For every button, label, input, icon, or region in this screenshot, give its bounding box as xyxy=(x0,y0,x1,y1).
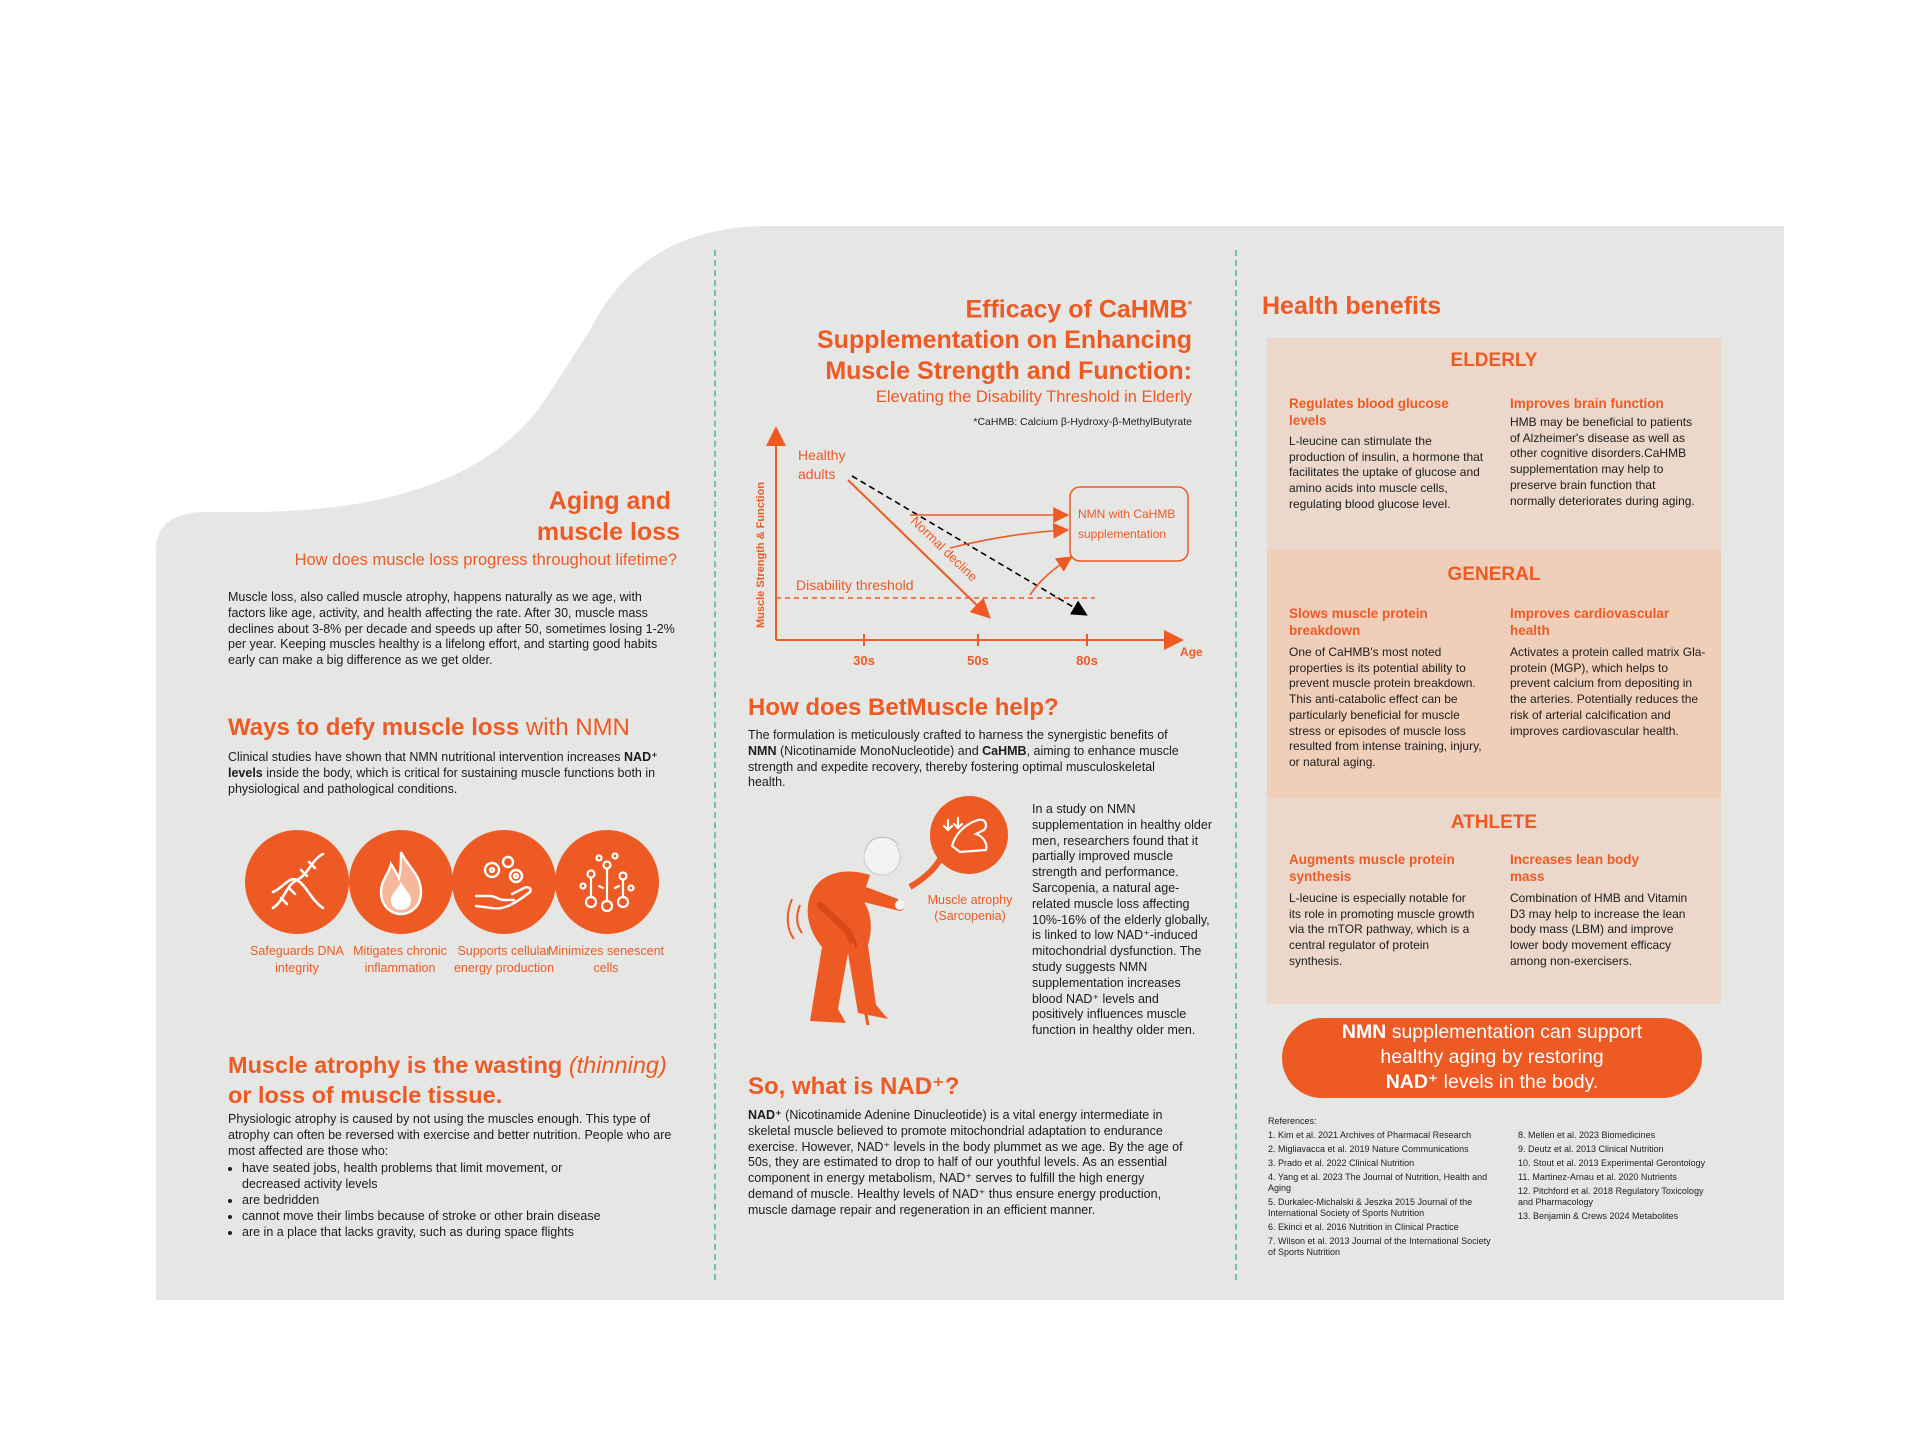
atrophy-diagram-label-line2: (Sarcopenia) xyxy=(934,909,1006,923)
banner-line1 xyxy=(1282,1020,1702,1045)
benefit-title: Slows muscle protein breakdown xyxy=(1289,606,1428,638)
chart-healthy-line2: adults xyxy=(798,466,836,482)
benefit-text: Activates a protein called matrix Gla-protein (MGP), which helps to prevent calcium from depositing in the arteries. Potentially reduces the risk of arterial calcification and improves cardiovascular health. xyxy=(1510,645,1706,738)
chart-supplement-arrow xyxy=(950,530,1066,548)
atrophy-diagram-label xyxy=(915,892,1025,924)
general-band xyxy=(1267,550,1721,798)
band-title-athlete: ATHLETE xyxy=(1450,812,1538,833)
ways-title-light: with NMN xyxy=(519,714,630,741)
betmuscle-title: How does BetMuscle help? xyxy=(748,694,1059,721)
betmuscle-nmn: NMN xyxy=(748,743,777,758)
reference-item: 13. Benjamin & Crews 2024 Metabolites xyxy=(1518,1211,1679,1221)
chart-normal-decline-label: Normal decline xyxy=(907,513,981,585)
ways-title-bold: Ways to defy muscle loss xyxy=(228,714,520,741)
atrophy-bullet: • cannot move their limbs because of stroke or other brain disease xyxy=(242,1209,688,1225)
nad-body xyxy=(748,1108,1188,1219)
banner-rest3: levels in the body. xyxy=(1438,1071,1599,1093)
energy-hand-icon xyxy=(452,830,556,934)
atrophy-title-line1 xyxy=(228,1050,667,1080)
chart-supplement-arrow xyxy=(1030,558,1070,595)
benefit-text: One of CaHMB's most noted properties is its potential ability to prevent muscle protein breakdown. This anti-catabolic effect can be particularly beneficial for muscle stress or episodes of muscle loss resulted from intense training, injury, or natural aging. xyxy=(1289,645,1482,769)
band-title-elderly: ELDERLY xyxy=(1450,350,1538,371)
efficacy-title-line3: Muscle Strength and Function: xyxy=(825,357,1192,386)
atrophy-title-italic: (thinning) xyxy=(568,1052,667,1078)
chart-normal-decline-line xyxy=(848,480,988,616)
betmuscle-nmn-full: (Nicotinamide MonoNucleotide) and xyxy=(776,743,983,758)
efficacy-title-sup: * xyxy=(1187,299,1192,311)
efficacy-title-line1 xyxy=(740,290,1192,325)
reference-item: 1. Kim et al. 2021 Archives of Pharmacal Research xyxy=(1268,1130,1472,1140)
column-divider-right xyxy=(1235,250,1237,1280)
ways-body xyxy=(228,750,678,797)
chart-supplement-box xyxy=(1070,487,1188,561)
muscle-arm-icon xyxy=(930,796,1008,874)
ways-body-post: inside the body, which is critical for sustaining muscle functions both in physiological and pathological conditions. xyxy=(228,765,656,796)
aging-title xyxy=(400,486,680,548)
benefit-text: HMB may be beneficial to patients of Alzheimer's disease as well as other cognitive disorders.CaHMB supplementation may help to preserve brain function that normally deteriorates during aging. xyxy=(1510,415,1695,508)
efficacy-footnote-text: Calcium β-Hydroxy-β-MethylButyrate xyxy=(1020,416,1192,428)
athlete-band xyxy=(1267,798,1721,1004)
efficacy-footnote-pre: *CaHMB: xyxy=(973,416,1021,428)
atrophy-bullet: • are in a place that lacks gravity, such as during space flights xyxy=(242,1225,688,1241)
benefit-label-senescent: Minimizes senescent cells xyxy=(547,944,664,975)
benefit-text: L-leucine can stimulate the production of insulin, a hormone that facilitates the uptake of glucose and amino acids into muscle cells, regulating blood glucose level. xyxy=(1289,434,1484,511)
benefit-label-inflammation: Mitigates chronic inflammation xyxy=(353,944,447,975)
reference-item: 10. Stout et al. 2013 Experimental Gerontology xyxy=(1518,1158,1706,1168)
chart-tick-label: 50s xyxy=(967,653,989,668)
chart-y-label: Muscle Strength & Function xyxy=(755,481,767,628)
efficacy-title xyxy=(740,290,1192,387)
benefit-title: Augments muscle protein synthesis xyxy=(1289,852,1455,884)
chart-dashed-decline-line xyxy=(852,476,1085,614)
atrophy-bullet: • are bedridden xyxy=(242,1193,688,1209)
atrophy-title-bold: Muscle atrophy is the wasting xyxy=(228,1052,569,1078)
aging-body: Muscle loss, also called muscle atrophy, happens naturally as we age, with factors like age, activity, and health affecting the rate. After 30, muscle mass declines about 3-8% per decade and speeds up after 50, sometimes losing 1-2% per year. Keeping muscles healthy is a lifelong effort, and starting good habits early can make a big difference as we get older. xyxy=(228,590,675,668)
ways-body-bold: NAD⁺ levels xyxy=(228,750,658,780)
atrophy-bullet: • have seated jobs, health problems that limit movement, or decreased activity levels xyxy=(242,1161,602,1193)
atrophy-title xyxy=(228,1050,667,1110)
benefit-text: Combination of HMB and Vitamin D3 may help to increase the lean body mass (LBM) and improve lower body movement efficacy among non-exercisers. xyxy=(1510,891,1688,968)
nad-lead: NAD⁺ xyxy=(748,1108,782,1122)
benefit-title: Increases lean body mass xyxy=(1510,852,1640,884)
dna-icon xyxy=(245,830,349,934)
reference-item: 12. Pitchford et al. 2018 Regulatory Toxicology and Pharmacology xyxy=(1518,1186,1704,1207)
reference-item: 8. Mellen et al. 2023 Biomedicines xyxy=(1518,1130,1656,1140)
reference-item: 5. Durkalec-Michalski & Jeszka 2015 Journal of the International Society of Sports Nutrition xyxy=(1268,1197,1473,1218)
senescent-cells-icon xyxy=(555,830,659,934)
references-col2 xyxy=(1518,1130,1718,1225)
betmuscle-intro xyxy=(748,728,1193,791)
atrophy-body xyxy=(228,1112,688,1240)
benefit-label-energy: Supports cellular energy production xyxy=(453,944,555,975)
chart-tick-label: 80s xyxy=(1076,653,1098,668)
efficacy-title-text: Efficacy of CaHMB xyxy=(965,295,1188,324)
column-divider-left xyxy=(714,250,716,1280)
health-title: Health benefits xyxy=(1262,292,1442,320)
benefit-title: Improves brain function xyxy=(1510,396,1664,411)
band-title-general: GENERAL xyxy=(1447,564,1541,585)
reference-item: 6. Ekinci et al. 2016 Nutrition in Clinical Practice xyxy=(1268,1222,1459,1232)
betmuscle-intro-pre: The formulation is meticulously crafted to harness the synergistic benefits of xyxy=(748,728,1168,742)
reference-item: 3. Prado et al. 2022 Clinical Nutrition xyxy=(1268,1158,1415,1168)
reference-item: 2. Migliavacca et al. 2019 Nature Communications xyxy=(1268,1144,1469,1154)
chart-x-label: Age xyxy=(1180,645,1203,659)
efficacy-subtitle: Elevating the Disability Threshold in Elderly xyxy=(875,388,1192,406)
reference-item: 7. Wilson et al. 2013 Journal of the International Society of Sports Nutrition xyxy=(1268,1236,1491,1257)
chart-box-line1: NMN with CaHMB xyxy=(1078,507,1176,521)
flame-icon xyxy=(349,830,453,934)
efficacy-title-line2: Supplementation on Enhancing xyxy=(817,326,1192,355)
nad-body-text: (Nicotinamide Adenine Dinucleotide) is a vital energy intermediate in skeletal muscle believed to promote mitochondrial adaptation to endurance exercise. However, NAD⁺ levels in the body plummet as we age. By the age of 50s, they are estimated to drop to half of our youthful levels. As an essential component in energy metabolism, NAD⁺ serves to fulfill the high energy demand of muscle. Healthy levels of NAD⁺ thus ensure energy production, muscle damage repair and regeneration in an efficient manner. xyxy=(748,1108,1183,1217)
banner-bold1: NMN xyxy=(1341,1021,1387,1043)
banner-bold3: NAD⁺ xyxy=(1385,1071,1439,1093)
benefit-label-dna: Safeguards DNA integrity xyxy=(250,944,344,975)
banner-line2: healthy aging by restoring xyxy=(1380,1046,1604,1068)
chart-tick-label: 30s xyxy=(853,653,875,668)
nmn-study-text: In a study on NMN supplementation in healthy older men, researchers found that it partially improved muscle strength and performance. Sarcopenia, a natural age-related muscle loss affecting 10%-16% of the elderly globally, is linked to low NAD⁺-induced mitochondrial dysfunction. The study suggests NMN supplementation increases blood NAD⁺ levels and positively influences muscle function in healthy older men. xyxy=(1032,802,1212,1038)
chart-healthy-line1: Healthy xyxy=(798,447,846,463)
atrophy-title-line2: or loss of muscle tissue. xyxy=(228,1082,503,1108)
chart-disability-label: Disability threshold xyxy=(796,577,914,593)
reference-item: 9. Deutz et al. 2013 Clinical Nutrition xyxy=(1518,1144,1664,1154)
aging-title-line2: muscle loss xyxy=(536,518,680,546)
atrophy-diagram-label-line1: Muscle atrophy xyxy=(927,893,1013,907)
ways-body-pre: Clinical studies have shown that NMN nutritional intervention increases xyxy=(228,750,625,764)
nmn-banner xyxy=(1282,1018,1702,1098)
efficacy-chart xyxy=(740,420,1203,680)
benefit-text: L-leucine is especially notable for its role in promoting muscle growth via the mTOR pathway, which is a central regulator of protein synthesis. xyxy=(1289,891,1475,968)
chart-box-line2: supplementation xyxy=(1078,527,1167,541)
ways-title xyxy=(228,714,630,742)
aging-title-line1: Aging and xyxy=(548,487,671,515)
aging-subtitle: How does muscle loss progress throughout lifetime? xyxy=(294,551,677,569)
betmuscle-cahmb: CaHMB xyxy=(982,743,1027,758)
banner-rest1: supplementation can support xyxy=(1386,1021,1643,1043)
betmuscle-intro-post: , aiming to enhance muscle strength and expedite recovery, thereby fostering optimal musculoskeletal health. xyxy=(748,743,1179,790)
banner-line3 xyxy=(1282,1070,1702,1095)
references-heading: References: xyxy=(1268,1116,1317,1126)
atrophy-bullet-list xyxy=(228,1161,688,1240)
nad-title: So, what is NAD⁺? xyxy=(748,1073,960,1100)
reference-item: 4. Yang et al. 2023 The Journal of Nutrition, Health and Aging xyxy=(1268,1172,1488,1193)
elderly-band xyxy=(1267,338,1721,550)
reference-item: 11. Martinez-Arnau et al. 2020 Nutrients xyxy=(1518,1172,1677,1182)
benefit-title: Improves cardiovascular health xyxy=(1510,606,1670,638)
atrophy-intro: Physiologic atrophy is caused by not using the muscles enough. This type of atrophy can often be reversed with exercise and better nutrition. People who are most affected are those who: xyxy=(228,1112,672,1158)
benefit-title: Regulates blood glucose levels xyxy=(1289,396,1449,428)
references-col1 xyxy=(1268,1130,1498,1261)
